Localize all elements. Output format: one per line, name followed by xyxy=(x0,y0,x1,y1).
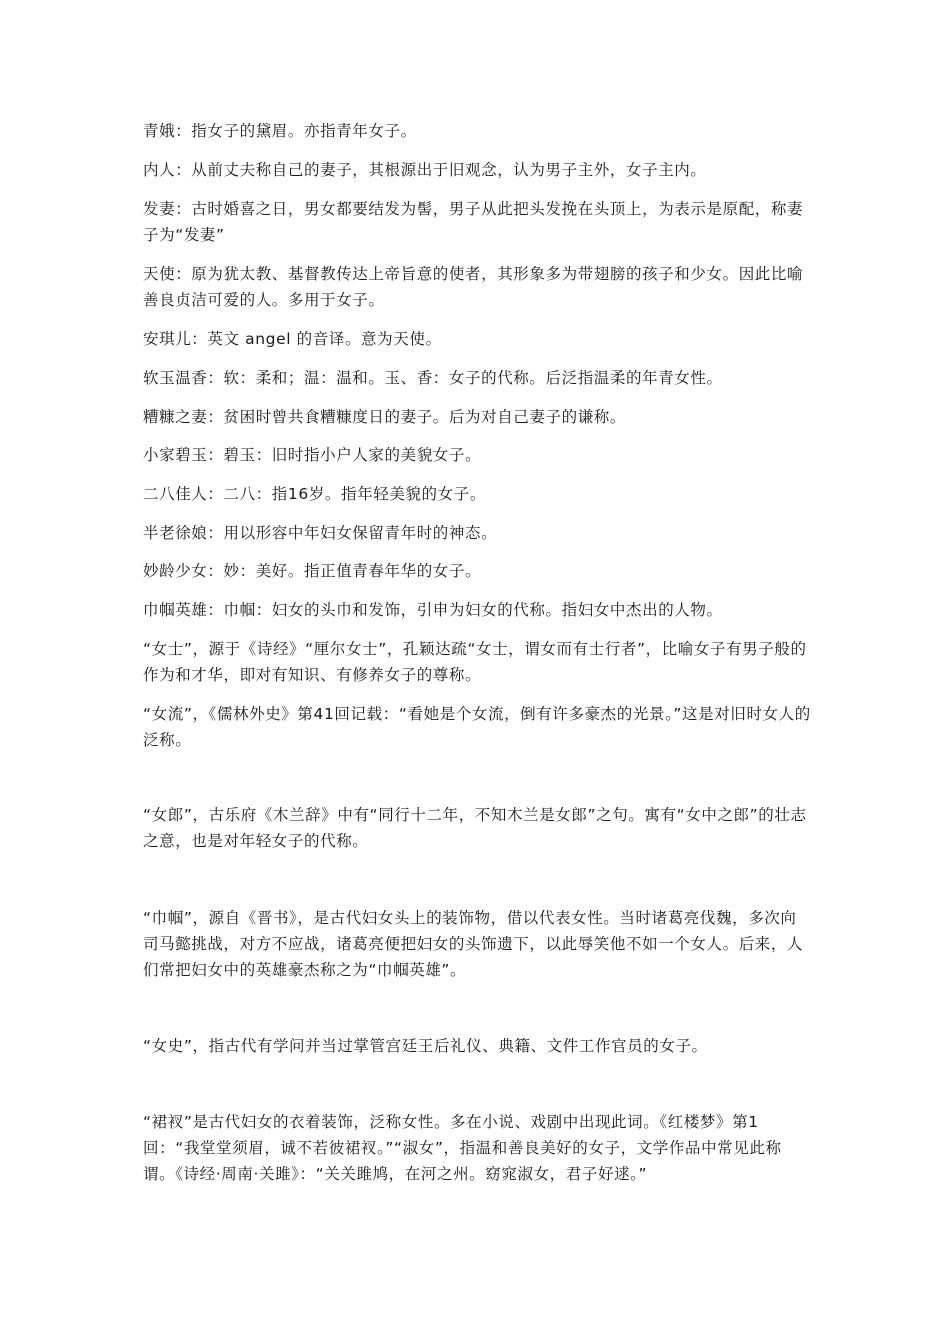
paragraph-xiao-jia-bi-yu: 小家碧玉：碧玉：旧时指小户人家的美貌女子。 xyxy=(143,446,482,464)
paragraph-fa-qi: 发妻：古时婚喜之日，男女都要结发为髻，男子从此把头发挽在头顶上，为表示是原配，称妻子为“发妻” xyxy=(143,200,804,244)
paragraph-qun-cha: “裙衩”是古代妇女的衣着装饰，泛称女性。多在小说、戏剧中出现此词。《红楼梦》第1回：“我堂堂须眉，诚不若彼裙衩。”“淑女”，指温和善良美好的女子，文学作品中常见此称谓。《诗经·周南·关雎》：“关关雎鸠，在河之州。窈窕淑女，君子好逑。” xyxy=(143,1113,782,1183)
paragraph-nv-lang: “女郎”，古乐府《木兰辞》中有“同行十二年，不知木兰是女郎”之句。寓有“女中之郎”的壮志之意，也是对年轻女子的代称。 xyxy=(143,806,807,850)
paragraph-tian-shi: 天使：原为犹太教、基督教传达上帝旨意的使者，其形象多为带翅膀的孩子和少女。因此比喻善良贞洁可爱的人。多用于女子。 xyxy=(143,265,804,309)
paragraph-nv-shi-scholar: “女士”，源于《诗经》“厘尔女士”，孔颖达疏“女士，谓女而有士行者”，比喻女子有男子般的作为和才华，即对有知识、有修养女子的尊称。 xyxy=(143,640,807,684)
paragraph-ruan-yu-wen-xiang: 软玉温香：软：柔和；温：温和。玉、香：女子的代称。后泛指温柔的年青女性。 xyxy=(143,369,723,387)
paragraph-jin-guo-ying-xiong: 巾帼英雄：巾帼：妇女的头巾和发饰，引申为妇女的代称。指妇女中杰出的人物。 xyxy=(143,601,723,619)
paragraph-jin-guo: “巾帼”，源自《晋书》，是古代妇女头上的装饰物，借以代表女性。当时诸葛亮伐魏，多次向司马懿挑战，对方不应战，诸葛亮便把妇女的头饰遗下，以此辱笑他不如一个女人。后来，人们常把妇女中的英雄豪杰称之为“巾帼英雄”。 xyxy=(143,909,804,979)
paragraph-nei-ren: 内人：从前丈夫称自己的妻子，其根源出于旧观念，认为男子主外，女子主内。 xyxy=(143,161,707,179)
paragraph-miao-ling-shao-nv: 妙龄少女：妙：美好。指正值青春年华的女子。 xyxy=(143,562,482,580)
paragraph-an-qi-er: 安琪儿：英文 angel 的音译。意为天使。 xyxy=(143,330,442,348)
paragraph-ban-lao-xu-niang: 半老徐娘：用以形容中年妇女保留青年时的神态。 xyxy=(143,524,498,542)
paragraph-qing-e: 青娥：指女子的黛眉。亦指青年女子。 xyxy=(143,122,417,140)
paragraph-nv-liu: “女流”，《儒林外史》第41回记载：“看她是个女流，倒有许多豪杰的光景。”这是对旧时女人的泛称。 xyxy=(143,705,811,749)
paragraph-er-ba-jia-ren: 二八佳人：二八：指16岁。指年轻美貌的女子。 xyxy=(143,485,486,503)
paragraph-zao-kang-zhi-qi: 糟糠之妻：贫困时曾共食糟糠度日的妻子。后为对自己妻子的谦称。 xyxy=(143,408,627,426)
paragraph-nv-shi-official: “女史”，指古代有学问并当过掌管宫廷王后礼仪、典籍、文件工作官员的女子。 xyxy=(143,1037,708,1055)
